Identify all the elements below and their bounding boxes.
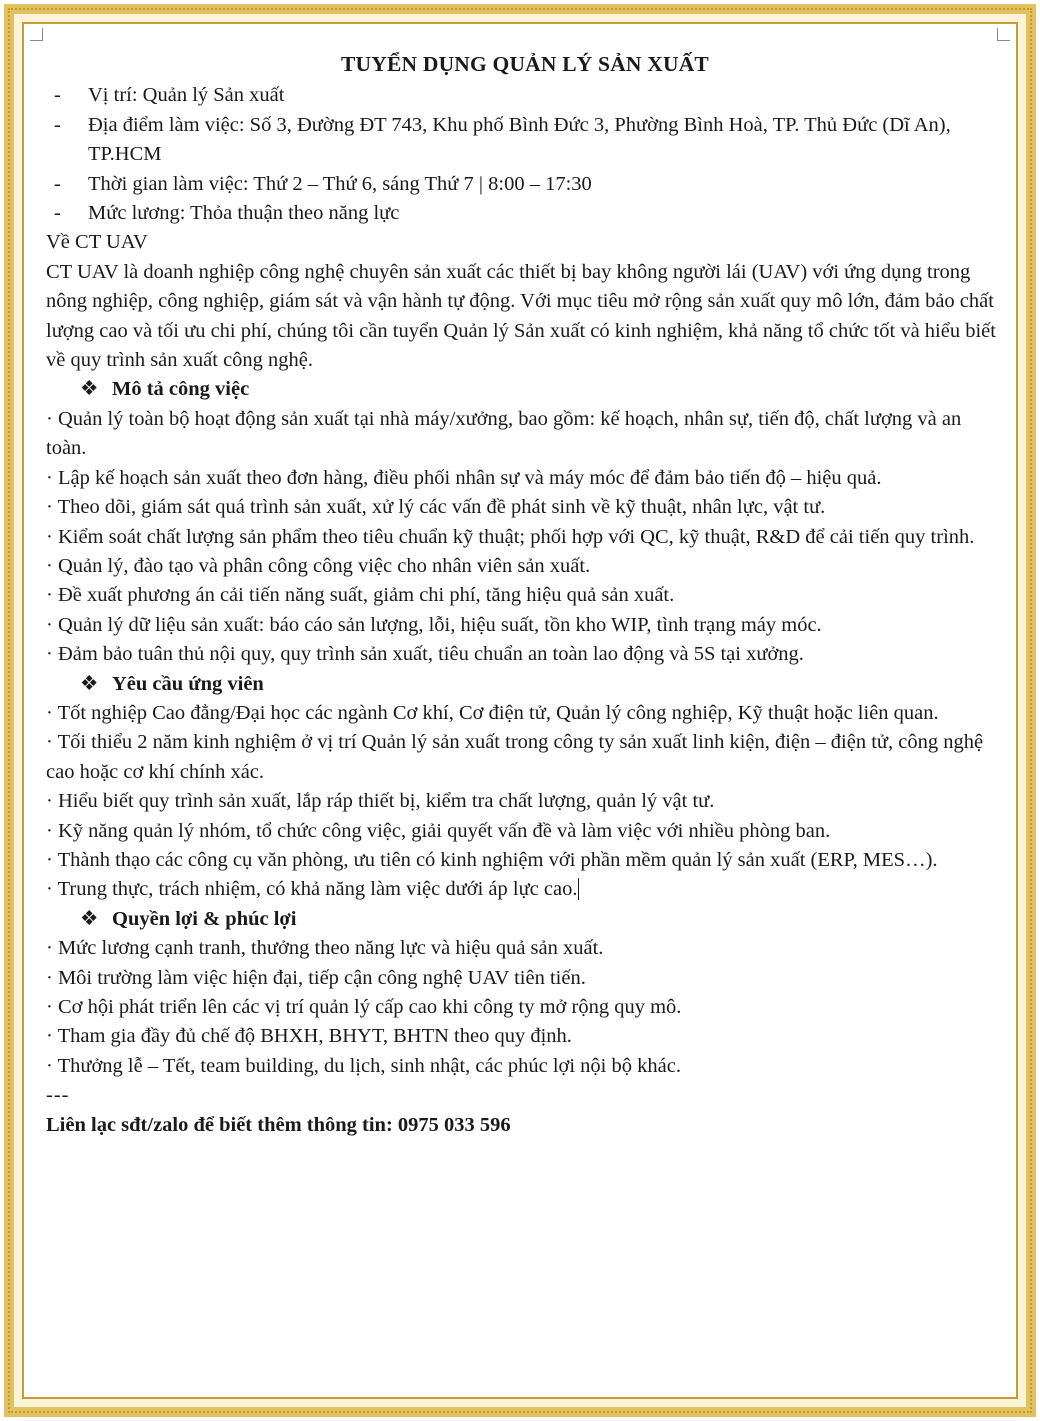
separator: --- (46, 1084, 70, 1107)
section-heading-requirements: ❖ Yêu cầu ứng viên (46, 670, 1004, 699)
list-item: · Tối thiểu 2 năm kinh nghiệm ở vị trí Quản lý sản xuất trong công ty sản xuất linh kiện, điện – điện tử, công nghệ cao hoặc cơ khí chính xác. (46, 731, 984, 783)
diamond-bullet-icon: ❖ (80, 672, 99, 695)
list-item: · Theo dõi, giám sát quá trình sản xuất, xử lý các vấn đề phát sinh về kỹ thuật, nhân lực, vật tư. (46, 496, 826, 519)
list-item: · Quản lý toàn bộ hoạt động sản xuất tại nhà máy/xưởng, bao gồm: kế hoạch, nhân sự, tiến độ, chất lượng và an toàn. (46, 407, 962, 460)
diamond-bullet-icon: ❖ (80, 378, 99, 401)
document-content (46, 50, 1004, 1140)
list-item: · Môi trường làm việc hiện đại, tiếp cận công nghệ UAV tiên tiến. (46, 966, 586, 989)
corner-mark-top-right (997, 28, 1010, 41)
contact-line: Liên lạc sđt/zalo để biết thêm thông tin: 0975 033 596 (46, 1113, 511, 1136)
section-heading-job-description: ❖ Mô tả công việc (46, 375, 1004, 404)
section-heading-benefits: ❖ Quyền lợi & phúc lợi (46, 905, 1004, 934)
list-item: · Quản lý dữ liệu sản xuất: báo cáo sản lượng, lỗi, hiệu suất, tồn kho WIP, tình trạng máy móc. (46, 613, 822, 636)
list-item: · Hiểu biết quy trình sản xuất, lắp ráp thiết bị, kiểm tra chất lượng, quản lý vật tư. (46, 790, 715, 813)
list-item: · Quản lý, đào tạo và phân công công việc cho nhân viên sản xuất. (46, 554, 591, 577)
diamond-bullet-icon: ❖ (80, 907, 99, 930)
about-heading: Về CT UAV (46, 231, 148, 254)
dash-marker: - (54, 202, 61, 225)
list-item: · Mức lương cạnh tranh, thưởng theo năng lực và hiệu quả sản xuất. (46, 937, 604, 960)
list-item: · Tham gia đầy đủ chế độ BHXH, BHYT, BHTN theo quy định. (46, 1025, 572, 1048)
list-item-with-cursor[interactable] (46, 875, 1004, 904)
list-item: · Đảm bảo tuân thủ nội quy, quy trình sản xuất, tiêu chuẩn an toàn lao động và 5S tại xưởng. (46, 643, 804, 666)
overview-position: - Vị trí: Quản lý Sản xuất (46, 81, 1004, 110)
overview-list (46, 81, 1004, 228)
list-item: · Kỹ năng quản lý nhóm, tổ chức công việc, giải quyết vấn đề và làm việc với nhiều phòng ban. (46, 819, 831, 842)
list-item: · Cơ hội phát triển lên các vị trí quản lý cấp cao khi công ty mở rộng quy mô. (46, 996, 682, 1018)
list-item: · Lập kế hoạch sản xuất theo đơn hàng, điều phối nhân sự và máy móc để đảm bảo tiến độ – hiệu quả. (46, 466, 882, 489)
list-item: · Tốt nghiệp Cao đẳng/Đại học các ngành Cơ khí, Cơ điện tử, Quản lý công nghiệp, Kỹ thuật hoặc liên quan. (46, 701, 939, 724)
text-cursor[interactable]: · Trung thực, trách nhiệm, có khả năng làm việc dưới áp lực cao. (46, 878, 578, 901)
list-item: · Kiểm soát chất lượng sản phẩm theo tiêu chuẩn kỹ thuật; phối hợp với QC, kỹ thuật, R&D để cải tiến quy trình. (46, 525, 975, 548)
dash-marker: - (54, 172, 61, 195)
about-text: CT UAV là doanh nghiệp công nghệ chuyên sản xuất các thiết bị bay không người lái (UAV) với ứng dụng trong nông nghiệp, công nghiệp, giám sát và vận hành tự động. Với mục tiêu mở rộng sản xuất quy mô lớn, đảm bảo chất lượng cao và tối ưu chi phí, chúng tôi cần tuyển Quản lý Sản xuất có kinh nghiệm, khả năng tổ chức tốt và hiểu biết về quy trình sản xuất công nghệ. (46, 260, 996, 372)
dash-marker: - (54, 84, 61, 107)
overview-hours: - Thời gian làm việc: Thứ 2 – Thứ 6, sáng Thứ 7 | 8:00 – 17:30 (46, 170, 1004, 199)
list-item: · Đề xuất phương án cải tiến năng suất, giảm chi phí, tăng hiệu quả sản xuất. (46, 584, 675, 607)
corner-mark-top-left (30, 28, 43, 41)
overview-salary: - Mức lương: Thỏa thuận theo năng lực (46, 199, 1004, 228)
document-title: TUYỂN DỤNG QUẢN LÝ SẢN XUẤT (341, 52, 709, 76)
list-item: · Thành thạo các công cụ văn phòng, ưu tiên có kinh nghiệm với phần mềm quản lý sản xuất (ERP, MES…). (46, 848, 938, 871)
dash-marker: - (54, 113, 61, 136)
overview-location: - Địa điểm làm việc: Số 3, Đường ĐT 743, Khu phố Bình Đức 3, Phường Bình Hoà, TP. Thủ Đức (Dĩ An), TP.HCM (46, 111, 1004, 170)
list-item: · Thưởng lễ – Tết, team building, du lịch, sinh nhật, các phúc lợi nội bộ khác. (46, 1054, 681, 1077)
